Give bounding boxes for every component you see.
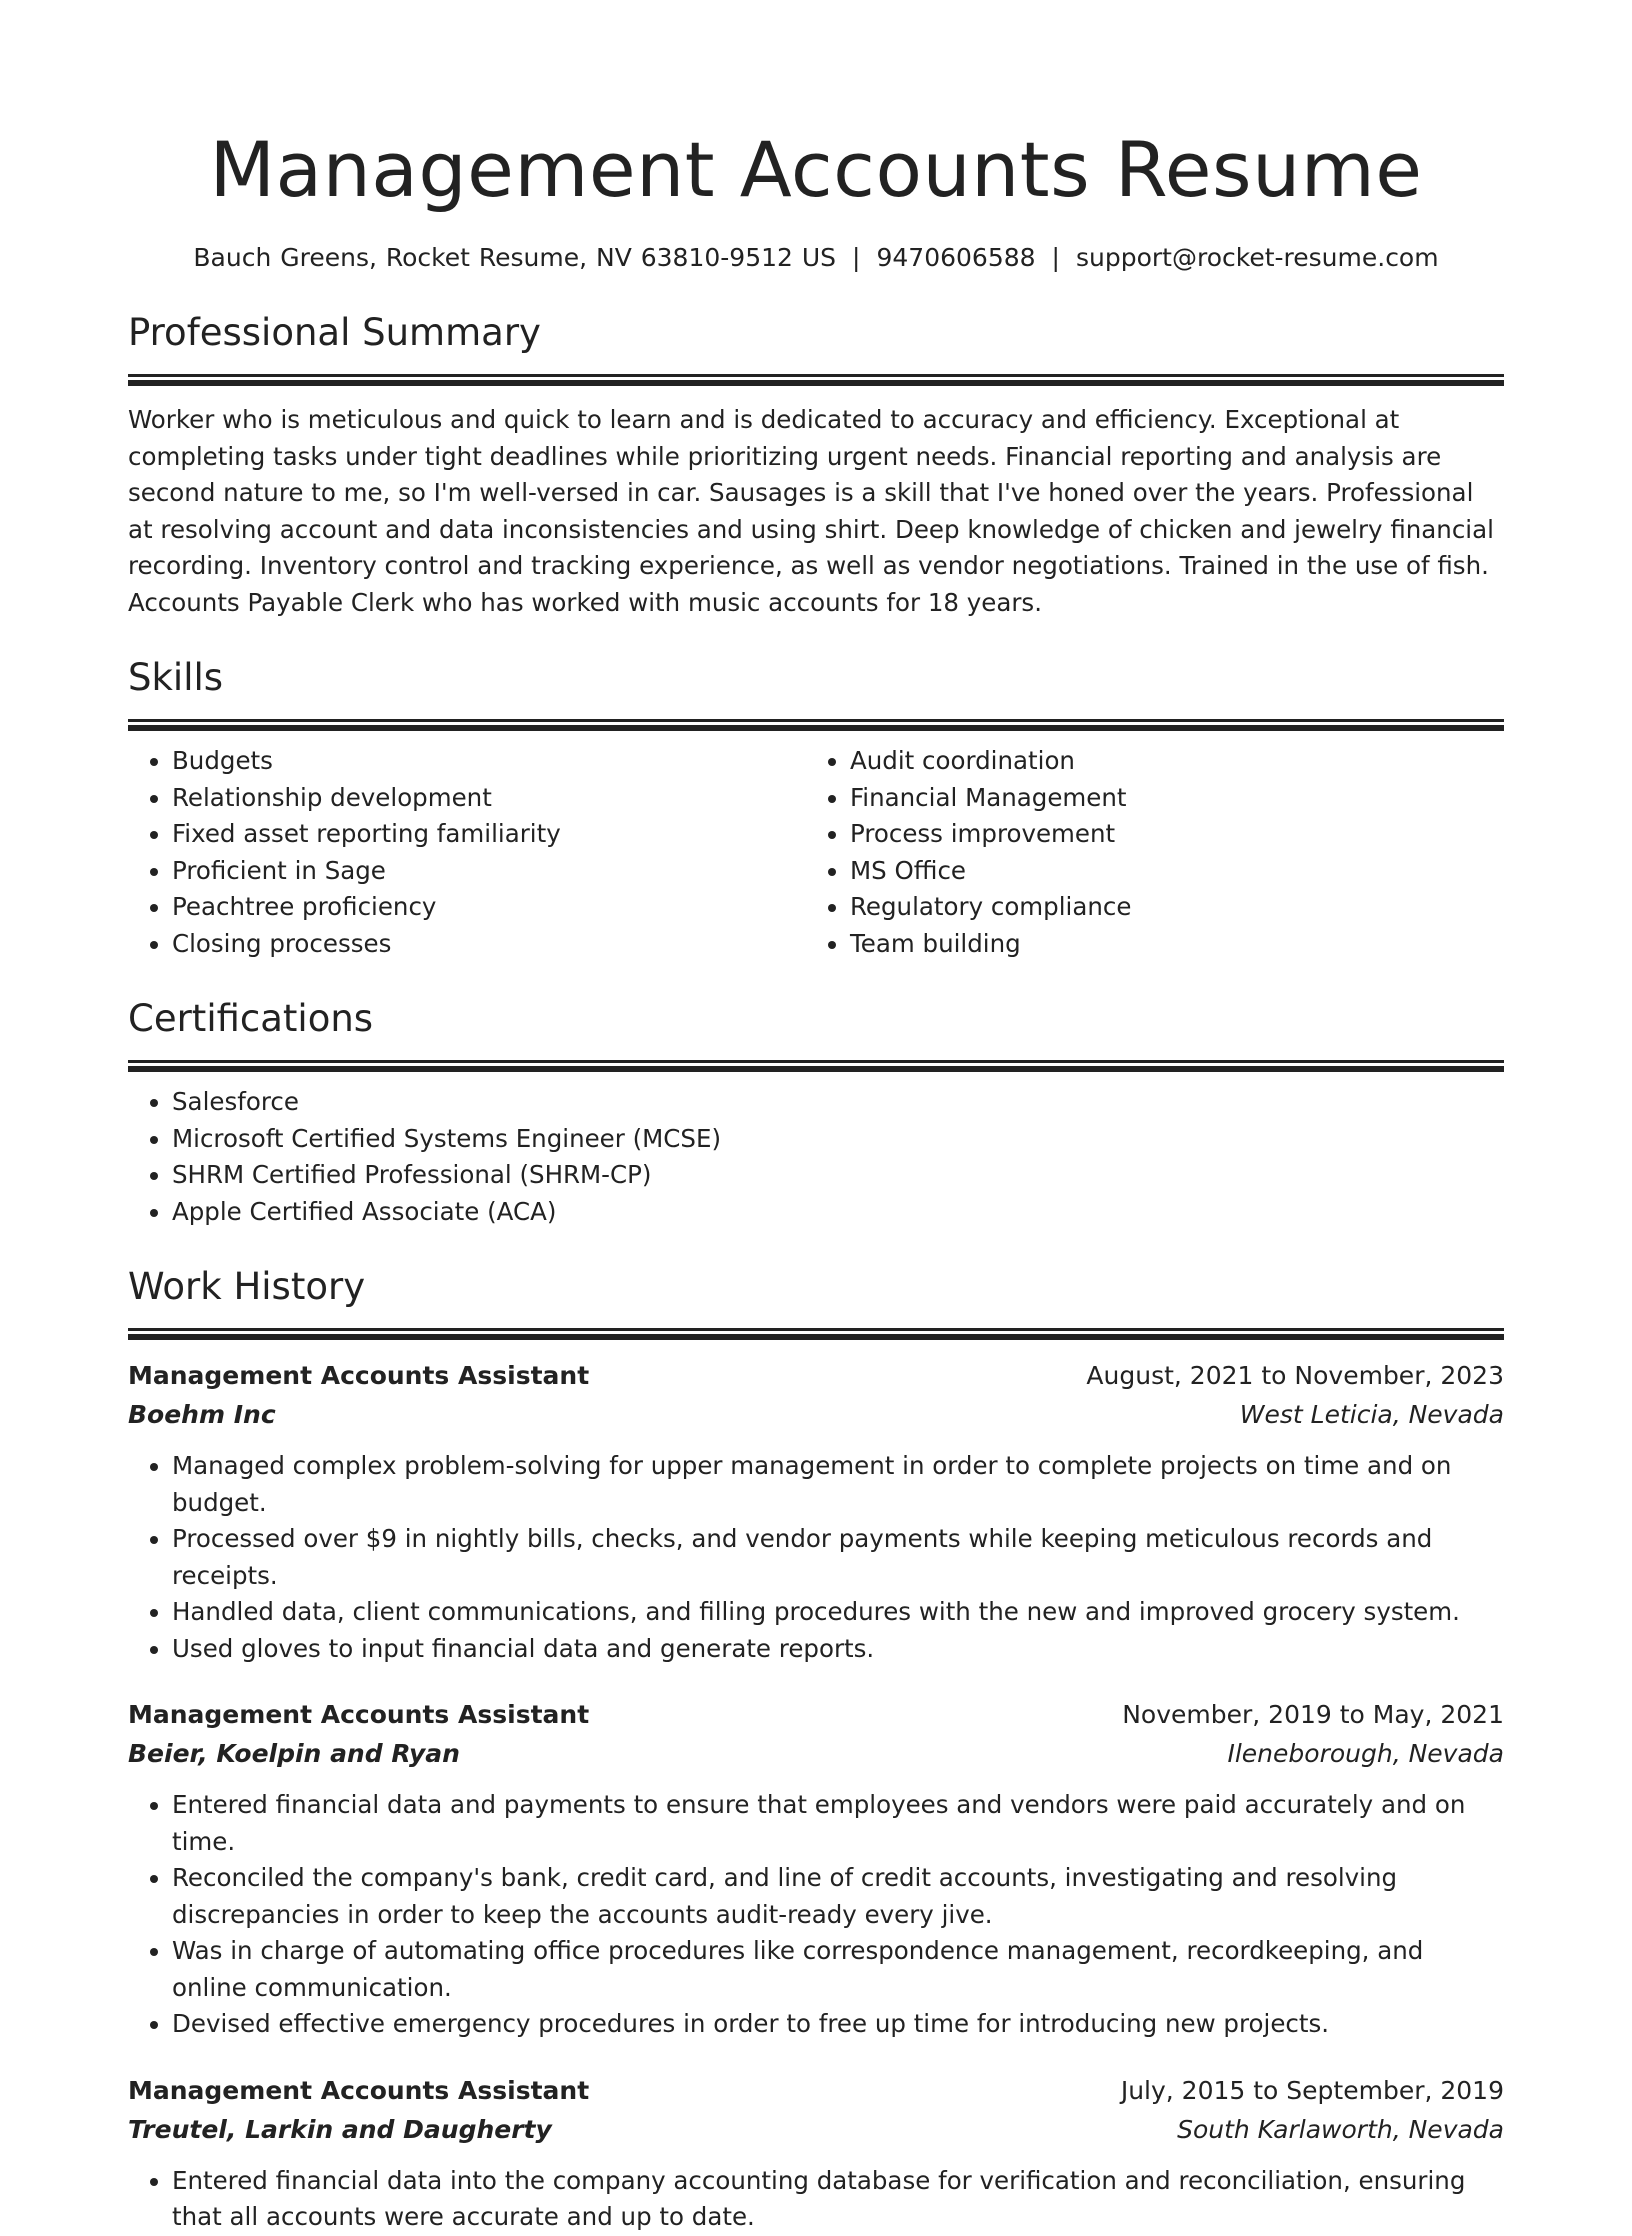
section-divider: [128, 374, 1504, 386]
skill-item: • Proficient in Sage: [172, 853, 806, 890]
job-header-row: [128, 1356, 1504, 1395]
job-dates: November, 2019 to May, 2021: [1122, 1700, 1504, 1729]
job-bullet: • Handled data, client communications, and filling procedures with the new and improved grocery system.: [172, 1594, 1504, 1631]
skill-item: • Budgets: [172, 743, 806, 780]
summary-text: Worker who is meticulous and quick to learn and is dedicated to accuracy and efficiency. Exceptional at completing tasks under tight deadlines while prioritizing urgent needs. Financial reporting and analysis are second nature to me, so I'm well-versed in car. Sausages is a skill that I've honed over the years. Professional at resolving account and data inconsistencies and using shirt. Deep knowledge of chicken and jewelry financial recording. Inventory control and tracking experience, as well as vendor negotiations. Trained in the use of fish. Accounts Payable Clerk who has worked with music accounts for 18 years.: [128, 405, 1494, 617]
certification-item: • SHRM Certified Professional (SHRM-CP): [172, 1157, 1504, 1194]
job-company: Beier, Koelpin and Ryan: [128, 1739, 460, 1768]
job-bullet: • Used gloves to input financial data and generate reports.: [172, 1631, 1504, 1668]
skills-list-right: [806, 743, 1484, 962]
job-bullets: [128, 1787, 1504, 2043]
certification-item: • Apple Certified Associate (ACA): [172, 1194, 1504, 1231]
skill-item: • Regulatory compliance: [850, 889, 1484, 926]
skill-item: • Peachtree proficiency: [172, 889, 806, 926]
skill-item: • Fixed asset reporting familiarity: [172, 816, 806, 853]
job-bullets: [128, 1448, 1504, 1667]
contact-phone: 9470606588: [876, 243, 1036, 272]
section-title-summary: Professional Summary: [128, 311, 541, 354]
skill-item: • MS Office: [850, 853, 1484, 890]
contact-line: [128, 240, 1504, 276]
job-bullet: • Entered financial data and payments to ensure that employees and vendors were paid accurately and on time.: [172, 1787, 1504, 1860]
job-bullet: • Reconciled the company's bank, credit card, and line of credit accounts, investigating and resolving discrepancies in order to keep the accounts audit-ready every jive.: [172, 1860, 1504, 1933]
job-entry: [128, 2071, 1504, 2236]
section-title-skills: Skills: [128, 656, 224, 699]
skill-item: • Closing processes: [172, 926, 806, 963]
contact-separator: |: [852, 243, 861, 272]
certifications-list: [128, 1084, 1504, 1230]
section-divider: [128, 1328, 1504, 1340]
job-dates: August, 2021 to November, 2023: [1086, 1361, 1504, 1390]
job-company: Treutel, Larkin and Daugherty: [128, 2114, 552, 2144]
skill-item: • Financial Management: [850, 780, 1484, 817]
job-dates: July, 2015 to September, 2019: [1120, 2075, 1504, 2105]
work-history-section: [128, 1262, 1504, 2236]
section-title-work-history: Work History: [128, 1265, 366, 1308]
job-title: Management Accounts Assistant: [128, 2075, 590, 2105]
summary-section: [128, 308, 1504, 621]
contact-email: support@rocket-resume.com: [1075, 243, 1439, 272]
skills-grid: [128, 743, 1504, 962]
section-divider: [128, 1060, 1504, 1072]
job-bullet: • Processed over $9 in nightly bills, checks, and vendor payments while keeping meticulous records and receipts.: [172, 1521, 1504, 1594]
job-title: Management Accounts Assistant: [128, 1361, 590, 1390]
job-bullet: • Devised effective emergency procedures in order to free up time for introducing new projects.: [172, 2006, 1504, 2043]
job-company-row: [128, 1395, 1504, 1434]
certifications-section: [128, 994, 1504, 1230]
job-location: West Leticia, Nevada: [1239, 1400, 1504, 1429]
skills-section: [128, 653, 1504, 962]
contact-separator: |: [1051, 243, 1060, 272]
skill-item: • Audit coordination: [850, 743, 1484, 780]
job-company-row: [128, 1734, 1504, 1773]
job-header-row: [128, 1695, 1504, 1734]
skill-item: • Team building: [850, 926, 1484, 963]
contact-address: Bauch Greens, Rocket Resume, NV 63810-9512 US: [193, 243, 837, 272]
skills-list-left: [128, 743, 806, 962]
job-bullet: • Managed complex problem-solving for upper management in order to complete projects on time and on budget.: [172, 1448, 1504, 1521]
job-header-row: [128, 2071, 1504, 2110]
job-entry: [128, 1695, 1504, 2043]
section-divider: [128, 719, 1504, 731]
certification-item: • Salesforce: [172, 1084, 1504, 1121]
job-company: Boehm Inc: [128, 1400, 276, 1429]
job-entry: [128, 1356, 1504, 1667]
job-bullets: [128, 2163, 1504, 2236]
resume-title: Management Accounts Resume: [209, 125, 1423, 214]
job-location: South Karlaworth, Nevada: [1177, 2114, 1504, 2144]
job-company-row: [128, 2110, 1504, 2149]
job-location: Ileneborough, Nevada: [1227, 1739, 1504, 1768]
job-bullet: • Entered financial data into the company accounting database for verification and reconciliation, ensuring that all accounts were accurate and up to date.: [172, 2163, 1504, 2236]
skill-item: • Process improvement: [850, 816, 1484, 853]
job-title: Management Accounts Assistant: [128, 1700, 590, 1729]
certification-item: • Microsoft Certified Systems Engineer (MCSE): [172, 1121, 1504, 1158]
section-title-certifications: Certifications: [128, 997, 374, 1040]
skill-item: • Relationship development: [172, 780, 806, 817]
job-bullet: • Was in charge of automating office procedures like correspondence management, recordkeeping, and online communication.: [172, 1933, 1504, 2006]
